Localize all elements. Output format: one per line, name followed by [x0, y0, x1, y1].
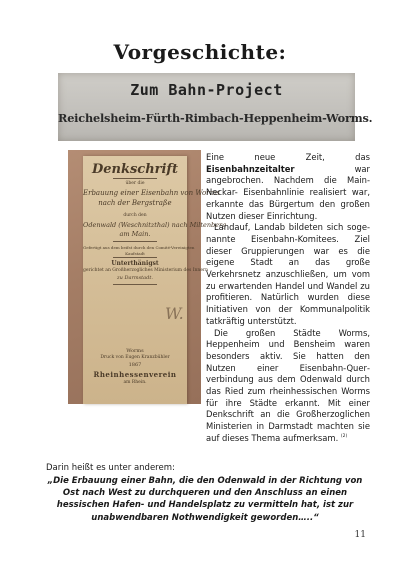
memorandum-line: Unterthänigst [111, 260, 159, 267]
memorandum-line: Odenwald (Weschnitzthal) nach Miltenberg [83, 221, 227, 229]
paragraph [206, 328, 370, 445]
handwritten-signature: W. [165, 304, 184, 323]
paragraph [206, 152, 370, 222]
paragraph-text: Eine neue Zeit, das [206, 152, 370, 162]
quote-text: „Die Erbauung einer Bahn, die den Odenwald in der Richtung von Ost nach West zu durchqueren und den Anschluss an einen hessischen Hafen- und Handelsplatz zu vermitteln hat, ist zur unabwendbaren Nothwendigkeit geworden…..“ [47, 476, 363, 523]
memorandum-line: über die [125, 181, 145, 186]
memorandum-year: 1867 [128, 362, 142, 368]
historic-banner-image [58, 73, 373, 141]
memorandum-publisher: Rheinhessenverein [93, 370, 177, 379]
memorandum-photo [68, 150, 227, 404]
memorandum-line: Erbauung einer Eisenbahn von Worms [83, 189, 220, 197]
memorandum-line: gerichtet an Großherzogliches Ministerium des Innern [83, 268, 209, 273]
memorandum-line: nach der Bergstraße [98, 199, 172, 207]
divider [113, 178, 157, 179]
paragraph-text: Die großen Städte Worms, Heppenheim und Bensheim waren besonders aktiv. Sie hatten den Nutzen einer Eisenbahn-Querverbindung aus dem Odenwald durch das Ried zum rheinhessischen Worms für ihre Städte erkannt. Mit einer Denkschrift an die Großherzoglichen Ministerien in Darmstadt machten sie auf dieses Thema aufmerksam. [206, 327, 370, 443]
quote-intro: Darin heißt es unter anderem: [46, 463, 175, 473]
paragraph: Landauf, Landab bildeten sich sogenannte Eisenbahn-Komitees. Ziel dieser Gruppierungen war es die eigene Stadt an das große Verkehrsnetz anzuschließen, um vom zu erwartenden Handel und Wandel zu profitieren. Natürlich wurden diese Initiativen von der Kommunalpolitik tatkräftig unterstützt. [206, 222, 370, 326]
memorandum-title: Denkschrift [91, 162, 179, 177]
memorandum-place: Worms [126, 348, 144, 354]
banner-route: Reichelsheim-Fürth-Rimbach-Heppenheim-Worms. [58, 111, 373, 125]
paragraph-text: war angebrochen. Nachdem die Main-Neckar- Eisenbahnlinie realisiert war, erkannte das Bürgertum den großen Nutzen dieser Einrichtung. [206, 163, 370, 221]
emphasis-text: Eisenbahnzeitalter [206, 163, 295, 174]
memorandum-line: zu Darmstadt. [117, 275, 153, 281]
footnote-ref: (2) [340, 434, 348, 440]
page-title: Vorgeschichte: [113, 40, 287, 64]
divider [113, 284, 157, 285]
memorandum-line: durch den [123, 213, 147, 218]
body-text [206, 152, 370, 445]
memorandum-cover [83, 156, 227, 404]
memorandum-line: Kaufstadt [125, 251, 145, 256]
memorandum-line: Gefertigt aus dem beifst durch den Comité-Vereinigten [83, 245, 195, 250]
divider [113, 241, 157, 242]
banner-heading: Zum Bahn-Project [130, 81, 283, 99]
memorandum-publisher-sub: am Rhein. [123, 380, 147, 385]
memorandum-line: am Main. [119, 230, 151, 238]
divider [113, 257, 157, 258]
memorandum-printer: Druck von Eugen Kranzbühler [100, 355, 170, 360]
page-number: 11 [354, 530, 366, 540]
